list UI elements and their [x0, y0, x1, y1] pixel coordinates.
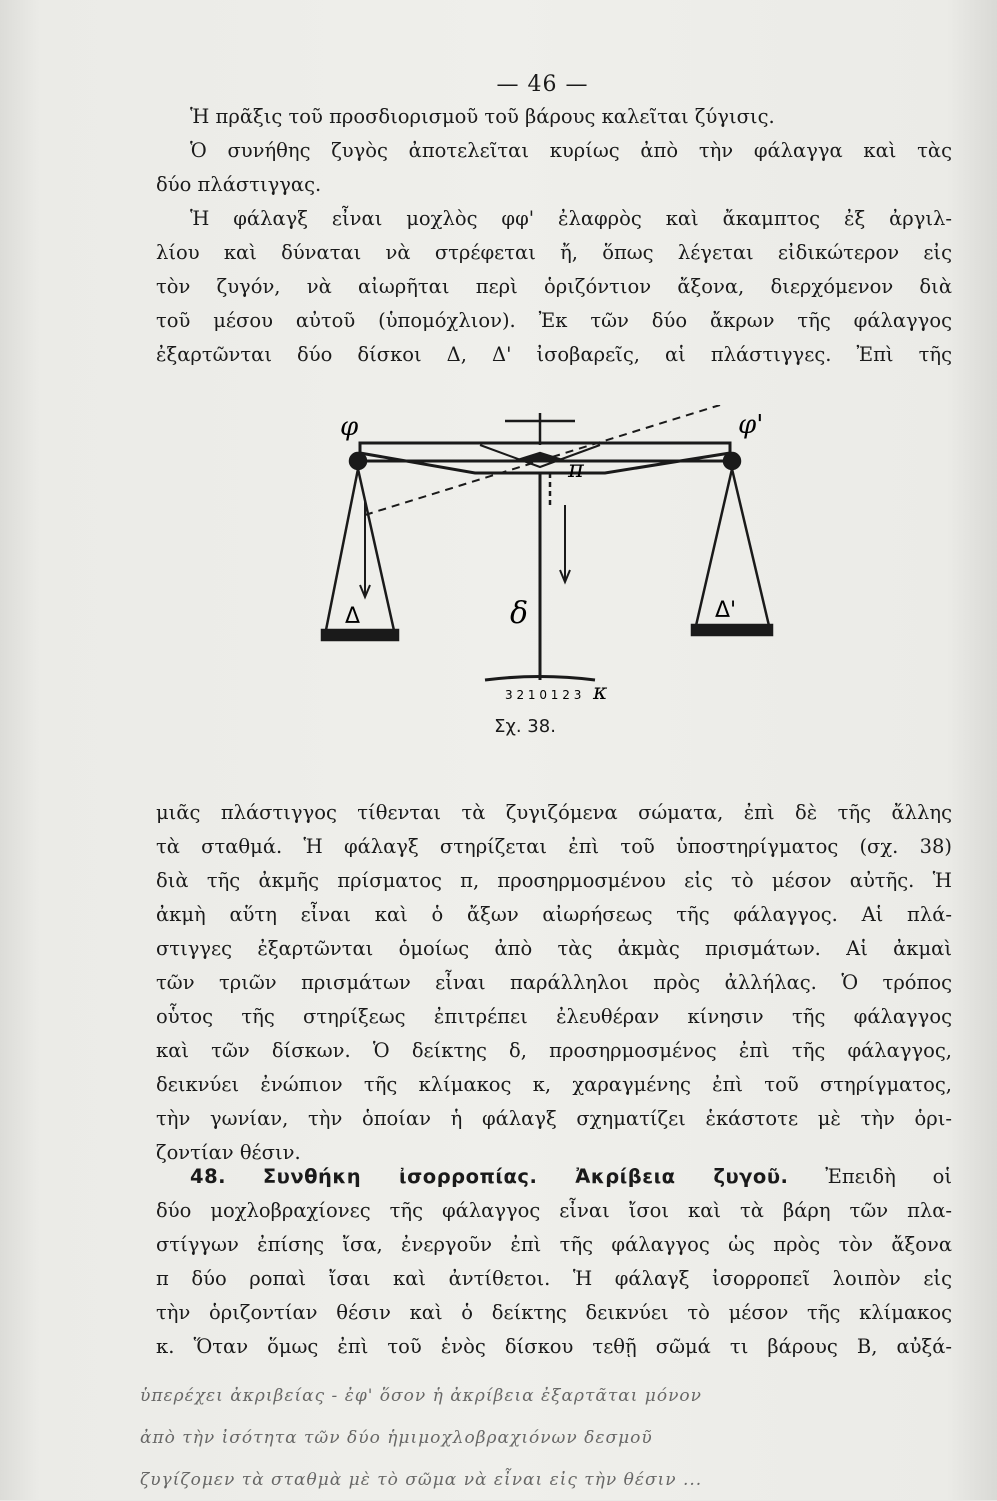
text-line: διὰ τῆς ἀκμῆς πρίσματος π, προσηρμοσμένου εἰς τὸ μέσον αὐτῆς. Ἡ: [156, 869, 952, 892]
scale-ticks-label: 3 2 1 0 1 2 3: [505, 688, 582, 702]
text-line: τὴν ὁριζοντίαν θέσιν καὶ ὁ δείκτης δεικνύει τὸ μέσον τῆς κλίμακος: [156, 1301, 952, 1324]
left-pan-string-right: [358, 469, 395, 635]
balance-scale-diagram: [300, 405, 800, 735]
text-line: π δύο ροπαὶ ἴσαι καὶ ἀντίθετοι. Ἡ φάλαγξ ἰσορροπεῖ λοιπὸν εἰς: [156, 1267, 952, 1290]
text-line: Ἡ πρᾶξις τοῦ προσδιορισμοῦ τοῦ βάρους καλεῖται ζύγισις.: [190, 105, 775, 128]
section-48: [156, 1160, 952, 1364]
text-line: οὗτος τῆς στηρίξεως ἐπιτρέπει ἐλευθέραν κίνησιν τῆς φάλαγγος: [156, 1005, 952, 1028]
text-line: τὰ σταθμά. Ἡ φάλαγξ στηρίζεται ἐπὶ τοῦ ὑποστηρίγματος (σχ. 38): [156, 835, 952, 858]
text-line: καὶ τῶν δίσκων. Ὁ δείκτης δ, προσηρμοσμένος ἐπὶ τῆς φάλαγγος,: [156, 1039, 952, 1062]
section-first-line-text: Ἐπειδὴ οἱ: [825, 1165, 952, 1188]
description-paragraph: [156, 796, 952, 1170]
pan-left-label: Δ: [345, 604, 361, 629]
text-line: στιγγες ἐξαρτῶνται ὁμοίως ἀπὸ τὰς ἀκμὰς πρισμάτων. Αἱ ἀκμαὶ: [156, 937, 952, 960]
section-heading-line: [156, 1160, 952, 1194]
delta-label: δ: [510, 596, 529, 631]
left-knife-edge: [350, 453, 366, 469]
text-line: στίγγων ἐπίσης ἴσα, ἐνεργοῦν ἐπὶ τῆς φάλαγγος ὡς πρὸς τὸν ἄξονα: [156, 1233, 952, 1256]
text-line: μιᾶς πλάστιγγος τίθενται τὰ ζυγιζόμενα σώματα, ἐπὶ δὲ τῆς ἄλλης: [156, 801, 952, 824]
right-pan-base: [692, 625, 772, 635]
text-line: κ. Ὅταν ὅμως ἐπὶ τοῦ ἑνὸς δίσκου τεθῇ σῶμά τι βάρους Β, αὐξά-: [156, 1335, 952, 1358]
pi-label: π: [568, 455, 584, 483]
right-pan-string-right: [732, 469, 770, 630]
handwritten-line: ἀπὸ τὴν ἰσότητα τῶν δύο ἡμιμοχλοβραχιόνων δεσμοῦ: [140, 1428, 653, 1448]
text-line: ἐξαρτῶνται δύο δίσκοι Δ, Δ' ἰσοβαρεῖς, αἱ πλάστιγγες. Ἐπὶ τῆς: [156, 343, 952, 366]
figure-caption: Σχ. 38.: [494, 716, 556, 737]
text-line: Ὁ συνήθης ζυγὸς ἀποτελεῖται κυρίως ἀπὸ τὴν φάλαγγα καὶ τὰς: [190, 139, 952, 162]
kappa-label: κ: [593, 680, 608, 705]
page-number: — 46 —: [496, 72, 589, 97]
pan-right-label: Δ': [715, 598, 737, 623]
handwritten-line: ὑπερέχει ἀκριβείας - ἐφ' ὅσον ἡ ἀκρίβεια ἐξαρτᾶται μόνον: [140, 1386, 702, 1406]
text-line: ζοντίαν θέσιν.: [156, 1141, 301, 1164]
section-title: Συνθήκη ἰσορροπίας. Ἀκρίβεια ζυγοῦ.: [262, 1165, 789, 1188]
text-line: Ἡ φάλαγξ εἶναι μοχλὸς φφ' ἐλαφρὸς καὶ ἄκαμπτος ἐξ ἀργιλ-: [190, 207, 952, 230]
text-line: δύο πλάστιγγας.: [156, 173, 322, 196]
text-line: τὸν ζυγόν, νὰ αἰωρῆται περὶ ὁριζόντιον ἄξονα, διερχόμενον διὰ: [156, 275, 952, 298]
text-line: τοῦ μέσου αὐτοῦ (ὑπομόχλιον). Ἐκ τῶν δύο ἄκρων τῆς φάλαγγος: [156, 309, 952, 332]
left-pan-base: [322, 630, 398, 640]
intro-paragraph: [156, 100, 952, 372]
section-number: 48.: [190, 1165, 227, 1188]
text-line: ἀκμὴ αὕτη εἶναι καὶ ὁ ἄξων αἰωρήσεως τῆς φάλαγγος. Αἱ πλά-: [156, 903, 952, 926]
text-line: δεικνύει ἐνώπιον τῆς κλίμακος κ, χαραγμένης ἐπὶ τοῦ στηρίγματος,: [156, 1073, 952, 1096]
text-line: δύο μοχλοβραχίονες τῆς φάλαγγος εἶναι ἴσοι καὶ τὰ βάρη τῶν πλα-: [156, 1199, 952, 1222]
phi-right-label: φ': [738, 410, 764, 440]
handwritten-notes: [140, 1375, 990, 1501]
phi-left-label: φ: [340, 412, 359, 442]
text-line: λίου καὶ δύναται νὰ στρέφεται ἤ, ὅπως λέγεται εἰδικώτερον εἰς: [156, 241, 952, 264]
handwritten-line: ζυγίζομεν τὰ σταθμὰ μὲ τὸ σῶμα νὰ εἶναι εἰς τὴν θέσιν ...: [140, 1470, 703, 1490]
text-line: τὴν γωνίαν, τὴν ὁποίαν ἡ φάλαγξ σχηματίζει ἑκάστοτε μὲ τὴν ὁρι-: [156, 1107, 952, 1130]
text-line: τῶν τριῶν πρισμάτων εἶναι παράλληλοι πρὸς ἀλλήλας. Ὁ τρόπος: [156, 971, 952, 994]
right-knife-edge: [724, 453, 740, 469]
